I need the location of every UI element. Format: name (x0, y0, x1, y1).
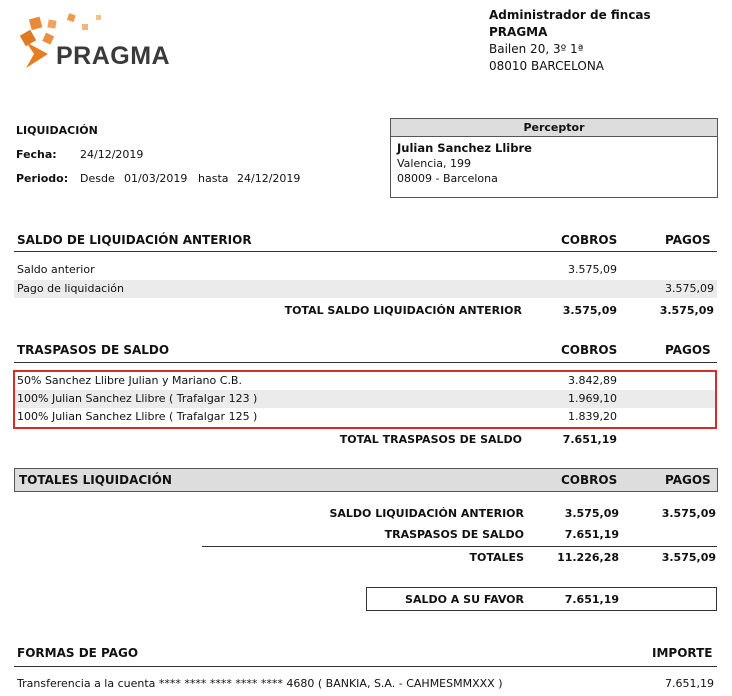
row-cobros: 3.575,09 (568, 263, 617, 276)
total-saldo-cobros: 3.575,09 (562, 304, 617, 317)
row-desc: 100% Julian Sanchez Llibre ( Trafalgar 123 ) (17, 392, 258, 405)
row-cobros: 1.839,20 (568, 410, 617, 423)
logo-arrow-icon (24, 40, 54, 72)
row-desc: 50% Sanchez Llibre Julian y Mariano C.B. (17, 374, 242, 387)
hasta-value: 24/12/2019 (237, 172, 301, 185)
totales-saldo-pagos: 3.575,09 (661, 507, 716, 520)
divider (14, 362, 717, 363)
cobros-header: COBROS (561, 473, 618, 487)
traspasos-title: TRASPASOS DE SALDO (17, 343, 170, 357)
hasta-label: hasta (198, 172, 229, 185)
perceptor-address2: 08009 - Barcelona (397, 172, 498, 185)
forma-pago-importe: 7.651,19 (665, 677, 714, 690)
fecha-value: 24/12/2019 (80, 148, 144, 161)
total-saldo-label: TOTAL SALDO LIQUIDACIÓN ANTERIOR (284, 304, 522, 317)
logo-text: PRAGMA (56, 42, 171, 70)
total-traspasos-label: TOTAL TRASPASOS DE SALDO (339, 433, 522, 446)
company-address2: 08010 BARCELONA (489, 59, 605, 73)
row-desc: Saldo anterior (17, 263, 95, 276)
totales-title: TOTALES LIQUIDACIÓN (19, 473, 172, 487)
table-row (14, 261, 717, 279)
divider (14, 251, 717, 252)
saldo-anterior-title: SALDO DE LIQUIDACIÓN ANTERIOR (17, 233, 252, 247)
perceptor-address1: Valencia, 199 (397, 157, 472, 170)
perceptor-name: Julian Sanchez Llibre (397, 141, 532, 155)
pagos-header: PAGOS (665, 473, 711, 487)
formas-pago-title: FORMAS DE PAGO (17, 646, 139, 660)
row-cobros: 3.842,89 (568, 374, 617, 387)
totales-label: TOTALES (469, 551, 524, 564)
saldo-favor-value: 7.651,19 (564, 593, 619, 606)
table-row (14, 280, 717, 298)
totales-traspasos-cobros: 7.651,19 (564, 528, 619, 541)
pagos-header: PAGOS (665, 343, 711, 357)
totales-cobros: 11.226,28 (557, 551, 619, 564)
desde-value: 01/03/2019 (124, 172, 188, 185)
company-info (489, 7, 651, 75)
perceptor-header: Perceptor (391, 119, 717, 137)
company-role: Administrador de fincas (489, 8, 651, 22)
total-traspasos-cobros: 7.651,19 (562, 433, 617, 446)
total-saldo-pagos: 3.575,09 (659, 304, 714, 317)
pagos-header: PAGOS (665, 233, 711, 247)
desde-label: Desde (80, 172, 115, 185)
row-desc: 100% Julian Sanchez Llibre ( Trafalgar 125 ) (17, 410, 258, 423)
row-cobros: 1.969,10 (568, 392, 617, 405)
divider (202, 546, 717, 547)
divider (14, 666, 717, 667)
totales-pagos: 3.575,09 (661, 551, 716, 564)
totales-saldo-cobros: 3.575,09 (564, 507, 619, 520)
pragma-logo (18, 12, 183, 72)
company-address1: Bailen 20, 3º 1ª (489, 42, 584, 56)
perceptor-box (390, 118, 718, 198)
forma-pago-desc: Transferencia a la cuenta **** **** **** **** **** 4680 ( BANKIA, S.A. - CAHMESMMXXX ) (17, 677, 503, 690)
totales-traspasos-label: TRASPASOS DE SALDO (384, 528, 524, 541)
cobros-header: COBROS (561, 233, 618, 247)
periodo-label: Periodo: (16, 172, 69, 185)
importe-header: IMPORTE (652, 646, 713, 660)
cobros-header: COBROS (561, 343, 618, 357)
saldo-favor-label: SALDO A SU FAVOR (405, 593, 524, 606)
totales-saldo-label: SALDO LIQUIDACIÓN ANTERIOR (329, 507, 524, 520)
fecha-label: Fecha: (16, 148, 57, 161)
row-desc: Pago de liquidación (17, 282, 124, 295)
company-name: PRAGMA (489, 25, 548, 39)
doc-title: LIQUIDACIÓN (16, 124, 98, 137)
row-pagos: 3.575,09 (665, 282, 714, 295)
highlight-box (13, 370, 717, 429)
